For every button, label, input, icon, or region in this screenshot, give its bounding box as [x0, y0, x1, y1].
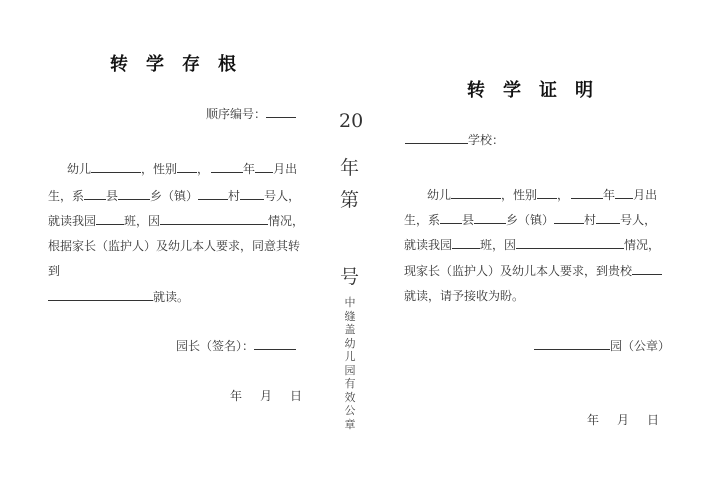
house-number-field[interactable] — [596, 212, 620, 224]
gender-field[interactable] — [537, 187, 557, 199]
text: 村 — [228, 189, 241, 203]
day-label: 日 — [647, 413, 660, 427]
destination-school-field[interactable] — [48, 289, 153, 301]
cert-date — [587, 411, 659, 428]
destination-field[interactable] — [632, 263, 662, 275]
text: ， — [557, 188, 570, 202]
village-field[interactable] — [198, 188, 228, 200]
year-label: 年 — [230, 389, 243, 403]
village-field[interactable] — [554, 212, 584, 224]
class-field[interactable] — [452, 237, 480, 249]
county-field[interactable] — [440, 212, 462, 224]
text: 村 — [584, 213, 597, 227]
child-name-field[interactable] — [451, 187, 501, 199]
birth-month-field[interactable] — [255, 161, 273, 173]
stub-line-6 — [48, 288, 189, 305]
county-field[interactable] — [84, 188, 106, 200]
text: 生，系 — [48, 189, 85, 203]
text: 号人， — [620, 213, 657, 227]
reason-field[interactable] — [160, 213, 268, 225]
class-field[interactable] — [96, 213, 124, 225]
certificate-title: 转学证明 — [467, 80, 611, 101]
target-school-field[interactable] — [405, 132, 468, 144]
year-char: 年 — [340, 157, 360, 179]
cert-line-1 — [427, 186, 657, 203]
text: 就读。 — [153, 290, 190, 304]
text: 月出 — [273, 162, 298, 176]
stub-date — [230, 387, 302, 404]
number-prefix: 第 — [340, 189, 360, 211]
director-label: 园长（签名）： — [176, 339, 255, 353]
stub-line-2 — [48, 187, 300, 204]
stub-line-1 — [67, 160, 297, 177]
text: 年 — [603, 188, 616, 202]
gender-field[interactable] — [177, 161, 197, 173]
seal-label: 园（公章） — [610, 339, 671, 353]
text: 年 — [243, 162, 256, 176]
birth-year-field[interactable] — [571, 187, 603, 199]
stub-title: 转学存根 — [110, 54, 254, 75]
director-signature-row — [176, 337, 296, 354]
township-field[interactable] — [474, 212, 506, 224]
cert-line-2 — [404, 211, 656, 228]
kindergarten-name-field[interactable] — [534, 338, 610, 350]
text: ，性别 — [501, 188, 538, 202]
text: 就读我园 — [48, 214, 97, 228]
text: 情况， — [624, 238, 661, 252]
serial-label: 顺序编号： — [206, 107, 267, 121]
text: ， — [197, 162, 210, 176]
text: 县 — [106, 189, 119, 203]
stub-line-4: 根据家长（监护人）及幼儿本人要求，同意其转 — [48, 239, 301, 253]
year-label: 年 — [587, 413, 600, 427]
text: 班，因 — [480, 238, 517, 252]
text: 班，因 — [124, 214, 161, 228]
stub-line-3 — [48, 212, 304, 229]
birth-year-field[interactable] — [211, 161, 243, 173]
text: 生，系 — [404, 213, 441, 227]
number-suffix: 号 — [340, 266, 360, 288]
birth-month-field[interactable] — [615, 187, 633, 199]
township-field[interactable] — [118, 188, 150, 200]
text: 幼儿 — [427, 188, 452, 202]
month-label: 月 — [617, 413, 630, 427]
text: 现家长（监护人）及幼儿本人要求，到贵校 — [404, 264, 633, 278]
stub-serial-row — [206, 105, 296, 122]
text: ，性别 — [141, 162, 178, 176]
cert-line-3 — [404, 236, 660, 253]
school-row — [405, 131, 504, 148]
seal-row — [534, 337, 670, 354]
text: 乡（镇） — [150, 189, 199, 203]
text: 就读我园 — [404, 238, 453, 252]
year-prefix: 20 — [339, 110, 364, 132]
day-label: 日 — [290, 389, 303, 403]
stub-line-5: 到 — [48, 264, 61, 278]
text: 幼儿 — [67, 162, 92, 176]
serial-number-field[interactable] — [266, 106, 296, 118]
text: 月出 — [633, 188, 658, 202]
cert-line-4 — [404, 262, 662, 279]
text: 乡（镇） — [506, 213, 555, 227]
house-number-field[interactable] — [240, 188, 264, 200]
child-name-field[interactable] — [91, 161, 141, 173]
director-signature-field[interactable] — [254, 338, 296, 350]
text: 情况， — [268, 214, 305, 228]
text: 县 — [462, 213, 475, 227]
stamp-note: 中缝盖幼儿园有效公章 — [344, 296, 356, 431]
text: 号人， — [264, 189, 301, 203]
school-label: 学校： — [468, 133, 505, 147]
cert-line-5: 就读，请予接收为盼。 — [404, 289, 525, 303]
reason-field[interactable] — [516, 237, 624, 249]
month-label: 月 — [260, 389, 273, 403]
